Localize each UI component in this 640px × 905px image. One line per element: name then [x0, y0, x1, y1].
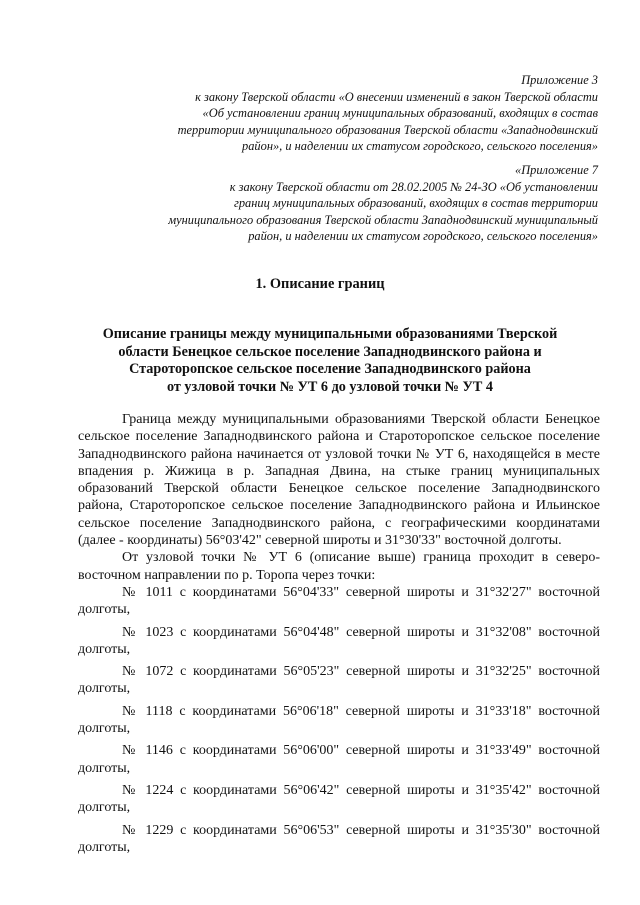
- appendix-3-line: район», и наделении их статусом городского, сельского поселения»: [242, 139, 598, 153]
- boundary-point-item: № 1224 с координатами 56°06'42" северной широты и 31°35'42" восточной долготы,: [78, 782, 600, 816]
- boundary-point-item: № 1146 с координатами 56°06'00" северной широты и 31°33'49" восточной долготы,: [78, 743, 600, 776]
- appendix-7-line: границ муниципальных образований, входящих в состав территории: [234, 196, 598, 210]
- appendix-7-line: район, и наделении их статусом городского, сельского поселения»: [248, 229, 598, 243]
- boundary-point-item: № 1118 с координатами 56°06'18" северной широты и 31°33'18" восточной долготы,: [78, 703, 600, 737]
- boundary-point-item: № 1072 с координатами 56°05'23" северной широты и 31°32'25" восточной долготы,: [78, 664, 600, 697]
- appendix-3-line: Приложение 3: [521, 73, 598, 87]
- boundary-title-line: от узловой точки № УТ 6 до узловой точки № УТ 4: [167, 378, 493, 395]
- appendix-3-line: «Об установлении границ муниципальных образований, входящих в состав: [202, 106, 598, 120]
- appendix-7-header: [168, 162, 598, 245]
- boundary-title-line: Староторопское сельское поселение Западнодвинского района: [129, 361, 531, 378]
- appendix-7-line: к закону Тверской области от 28.02.2005 № 24-ЗО «Об установлении: [229, 179, 598, 194]
- appendix-3-line: к закону Тверской области «О внесении изменений в закон Тверской области: [195, 89, 598, 104]
- boundary-point-item: № 1229 с координатами 56°06'53" северной широты и 31°35'30" восточной долготы,: [78, 822, 600, 855]
- body-text: [78, 411, 600, 861]
- boundary-title-line: Описание границы между муниципальными образованиями Тверской: [102, 326, 558, 342]
- appendix-3-header: [178, 72, 598, 155]
- section-heading: 1. Описание границ: [255, 276, 385, 292]
- boundary-title: [60, 326, 600, 396]
- route-paragraph: От узловой точки № УТ 6 (описание выше) граница проходит в северо-восточном направлении по р. Торопа через точки:: [78, 550, 600, 583]
- boundary-point-item: № 1011 с координатами 56°04'33" северной широты и 31°32'27" восточной долготы,: [78, 584, 600, 618]
- intro-paragraph: Граница между муниципальными образованиями Тверской области Бенецкое сельское поселение Западнодвинского района и Староторопское сельское поселение Западнодвинского района начинается от узловой точки № УТ 6, находящейся в месте впадения р. Жижица в р. Западная Двина, на стыке границ муниципальных образований Тверской области Бенецкое сельское поселение Западнодвинского района, Староторопское сельское поселение Западнодвинского района и Ильинское сельское поселение Западнодвинского района, с географическими координатами (далее - координаты) 56°03'42" северной широты и 31°30'33" восточной долготы.: [78, 412, 600, 549]
- appendix-7-line: муниципального образования Тверской области Западнодвинский муниципальный: [168, 212, 598, 227]
- appendix-7-line: «Приложение 7: [515, 163, 598, 177]
- boundary-title-line: области Бенецкое сельское поселение Западнодвинского района и: [118, 343, 542, 360]
- boundary-point-item: № 1023 с координатами 56°04'48" северной широты и 31°32'08" восточной долготы,: [78, 624, 600, 657]
- appendix-3-line: территории муниципального образования Тверской области «Западнодвинский: [177, 122, 598, 137]
